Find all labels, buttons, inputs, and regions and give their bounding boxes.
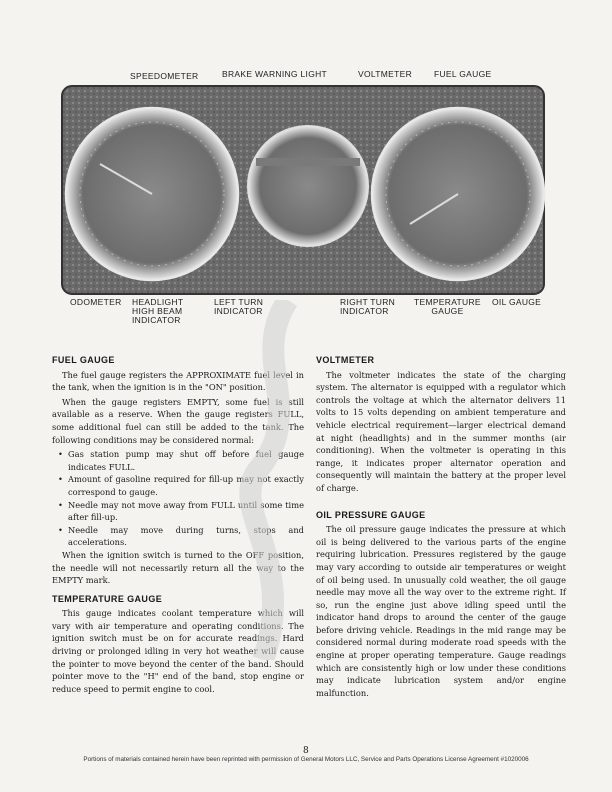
voltmeter-paragraph-1: The voltmeter indicates the state of the charging system. The alternator is equipped with a regulator which controls the voltage at which the alternator delivers 11 volts to 15 volts depending on ambient temperature and vehicle electrical requirement—larger electrical demand at night (headlights) and in the summer months (air conditioning). When the voltmeter is operating in this range, it indicates proper alternator operation and consequently will maintain the battery at the proper level of charge. [316,369,566,493]
label-temperature-gauge: TEMPERATURE GAUGE [414,297,481,316]
fuel-paragraph-3: When the ignition switch is turned to the OFF position, the needle will not necessarily return all the way to the EMPTY mark. [52,549,304,586]
list-item: • Gas station pump may shut off before fuel gauge indicates FULL. [62,448,304,473]
instrument-cluster-image [60,84,546,296]
heading-temperature-gauge: TEMPERATURE GAUGE [52,593,163,604]
list-item: • Needle may move during turns, stops and accelerations. [62,524,304,549]
page-number: 8 [303,746,309,756]
fuel-paragraph-2: When the gauge registers EMPTY, some fuel is still available as a reserve. When the gauge registers FULL, some additional fuel can still be added to the tank. The following conditions may be considered normal: [52,396,304,445]
label-odometer: ODOMETER [70,297,122,307]
label-voltmeter: VOLTMETER [358,69,413,79]
list-item: • Needle may not move away from FULL until some time after fill-up. [62,499,304,524]
heading-voltmeter: VOLTMETER [316,355,375,365]
fuel-paragraph-1: The fuel gauge registers the APPROXIMATE fuel level in the tank, when the ignition is in the "ON" position. [52,369,304,393]
oil-pressure-paragraph-1: The oil pressure gauge indicates the pressure at which oil is being delivered to the various parts of the engine requiring lubrication. Pressures registered by the gauge may vary according to outside air temperatures or weight of oil being used. In unusually cold weather, the oil gauge needle may move all the way over to the extreme right. If so, run the engine just above idling speed until the indicator hand drops to around the center of the gauge before driving vehicle. Readings in the mid range may be considered normal during moderate road speeds with the engine at proper operating temperature. Gauge readings which are consistently high or low under these conditions may indicate lubrication system and/or engine malfunction. [316,524,566,698]
list-item: • Amount of gasoline required for fill-up may not exactly correspond to gauge. [62,473,304,498]
label-brake-warning-light: BRAKE WARNING LIGHT [222,69,328,79]
label-fuel-gauge: FUEL GAUGE [434,69,492,79]
temperature-paragraph-1: This gauge indicates coolant temperature which will vary with air temperature and operating conditions. The ignition switch must be on for accurate readings. Hard driving or prolonged idling in very hot weather will cause the pointer to move beyond the center of the band. Should pointer move to the "H" end of the band, stop engine or reduce speed to permit engine to cool. [52,608,304,694]
label-oil-gauge: OIL GAUGE [492,297,542,307]
center-gauge-dial [248,126,368,246]
footer-permission-notice: Portions of materials contained herein have been reprinted with permission of General Motors LLC, Service and Parts Operations License Agreement #1020006 [83,756,529,763]
label-speedometer: SPEEDOMETER [130,71,199,81]
label-headlight-high-beam-indicator: HEADLIGHT HIGH BEAM INDICATOR [132,297,184,325]
label-right-turn-indicator: RIGHT TURN INDICATOR [340,297,396,316]
left-column [52,348,304,697]
right-column [316,348,566,701]
fuel-conditions-list [52,448,304,549]
heading-oil-pressure-gauge: OIL PRESSURE GAUGE [316,509,426,520]
label-left-turn-indicator: LEFT TURN INDICATOR [214,297,264,316]
heading-fuel-gauge: FUEL GAUGE [52,355,115,365]
